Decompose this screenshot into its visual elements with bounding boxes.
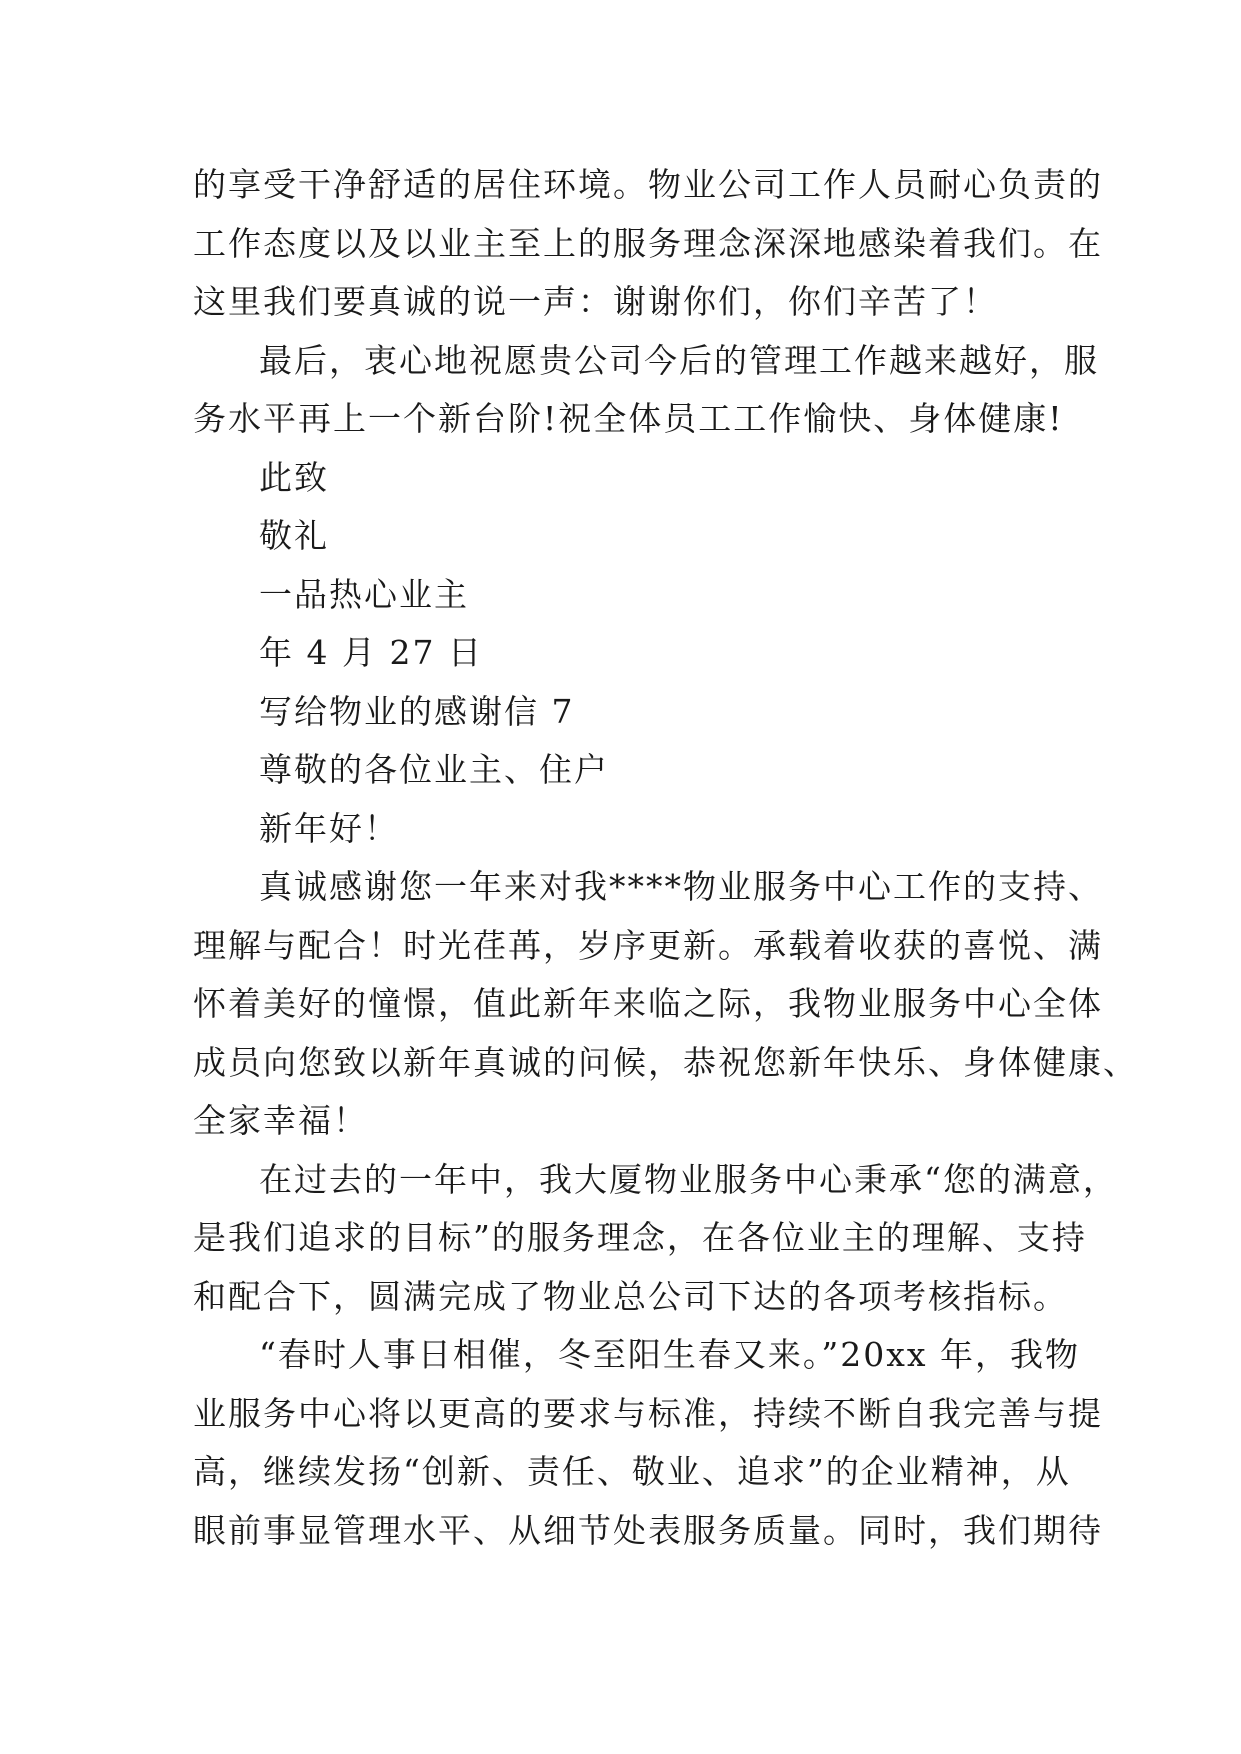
text-line: 工作态度以及以业主至上的服务理念深深地感染着我们。在 (193, 223, 1103, 263)
text-line: 成员向您致以新年真诚的问候，恭祝您新年快乐、身体健康、 (193, 1042, 1138, 1082)
text-line: 眼前事显管理水平、从细节处表服务质量。同时，我们期待 (193, 1510, 1103, 1550)
text-line: “春时人事日相催，冬至阳生春又来。”20xx 年，我物 (259, 1335, 1080, 1374)
text-line: 在过去的一年中，我大厦物业服务中心秉承“您的满意， (259, 1159, 1118, 1199)
text-line: 年 4 月 27 日 (259, 633, 483, 672)
text-line: 的享受干净舒适的居住环境。物业公司工作人员耐心负责的 (193, 165, 1103, 204)
text-line: 尊敬的各位业主、住户 (259, 750, 609, 789)
text-line: 理解与配合！时光荏苒，岁序更新。承载着收获的喜悦、满 (193, 925, 1103, 965)
text-line: 业服务中心将以更高的要求与标准，持续不断自我完善与提 (193, 1393, 1103, 1433)
text-line: 怀着美好的憧憬，值此新年来临之际，我物业服务中心全体 (193, 984, 1103, 1023)
text-line: 务水平再上一个新台阶!祝全体员工工作愉快、身体健康! (193, 399, 1064, 438)
text-line: 敬礼 (259, 516, 329, 555)
text-line: 真诚感谢您一年来对我****物业服务中心工作的支持、 (259, 867, 1103, 906)
text-line: 和配合下，圆满完成了物业总公司下达的各项考核指标。 (193, 1276, 1068, 1316)
text-line: 写给物业的感谢信 7 (259, 691, 575, 731)
text-line: 此致 (259, 457, 329, 497)
text-line: 新年好！ (259, 808, 399, 848)
text-line: 是我们追求的目标”的服务理念，在各位业主的理解、支持 (193, 1218, 1087, 1257)
text-line: 高，继续发扬“创新、责任、敬业、追求”的企业精神，从 (193, 1452, 1071, 1491)
text-line: 一品热心业主 (259, 574, 469, 614)
text-line: 这里我们要真诚的说一声：谢谢你们，你们辛苦了！ (193, 282, 998, 321)
text-line: 最后，衷心地祝愿贵公司今后的管理工作越来越好，服 (259, 340, 1099, 380)
document-body (193, 156, 1138, 1560)
text-line: 全家幸福！ (193, 1101, 368, 1140)
